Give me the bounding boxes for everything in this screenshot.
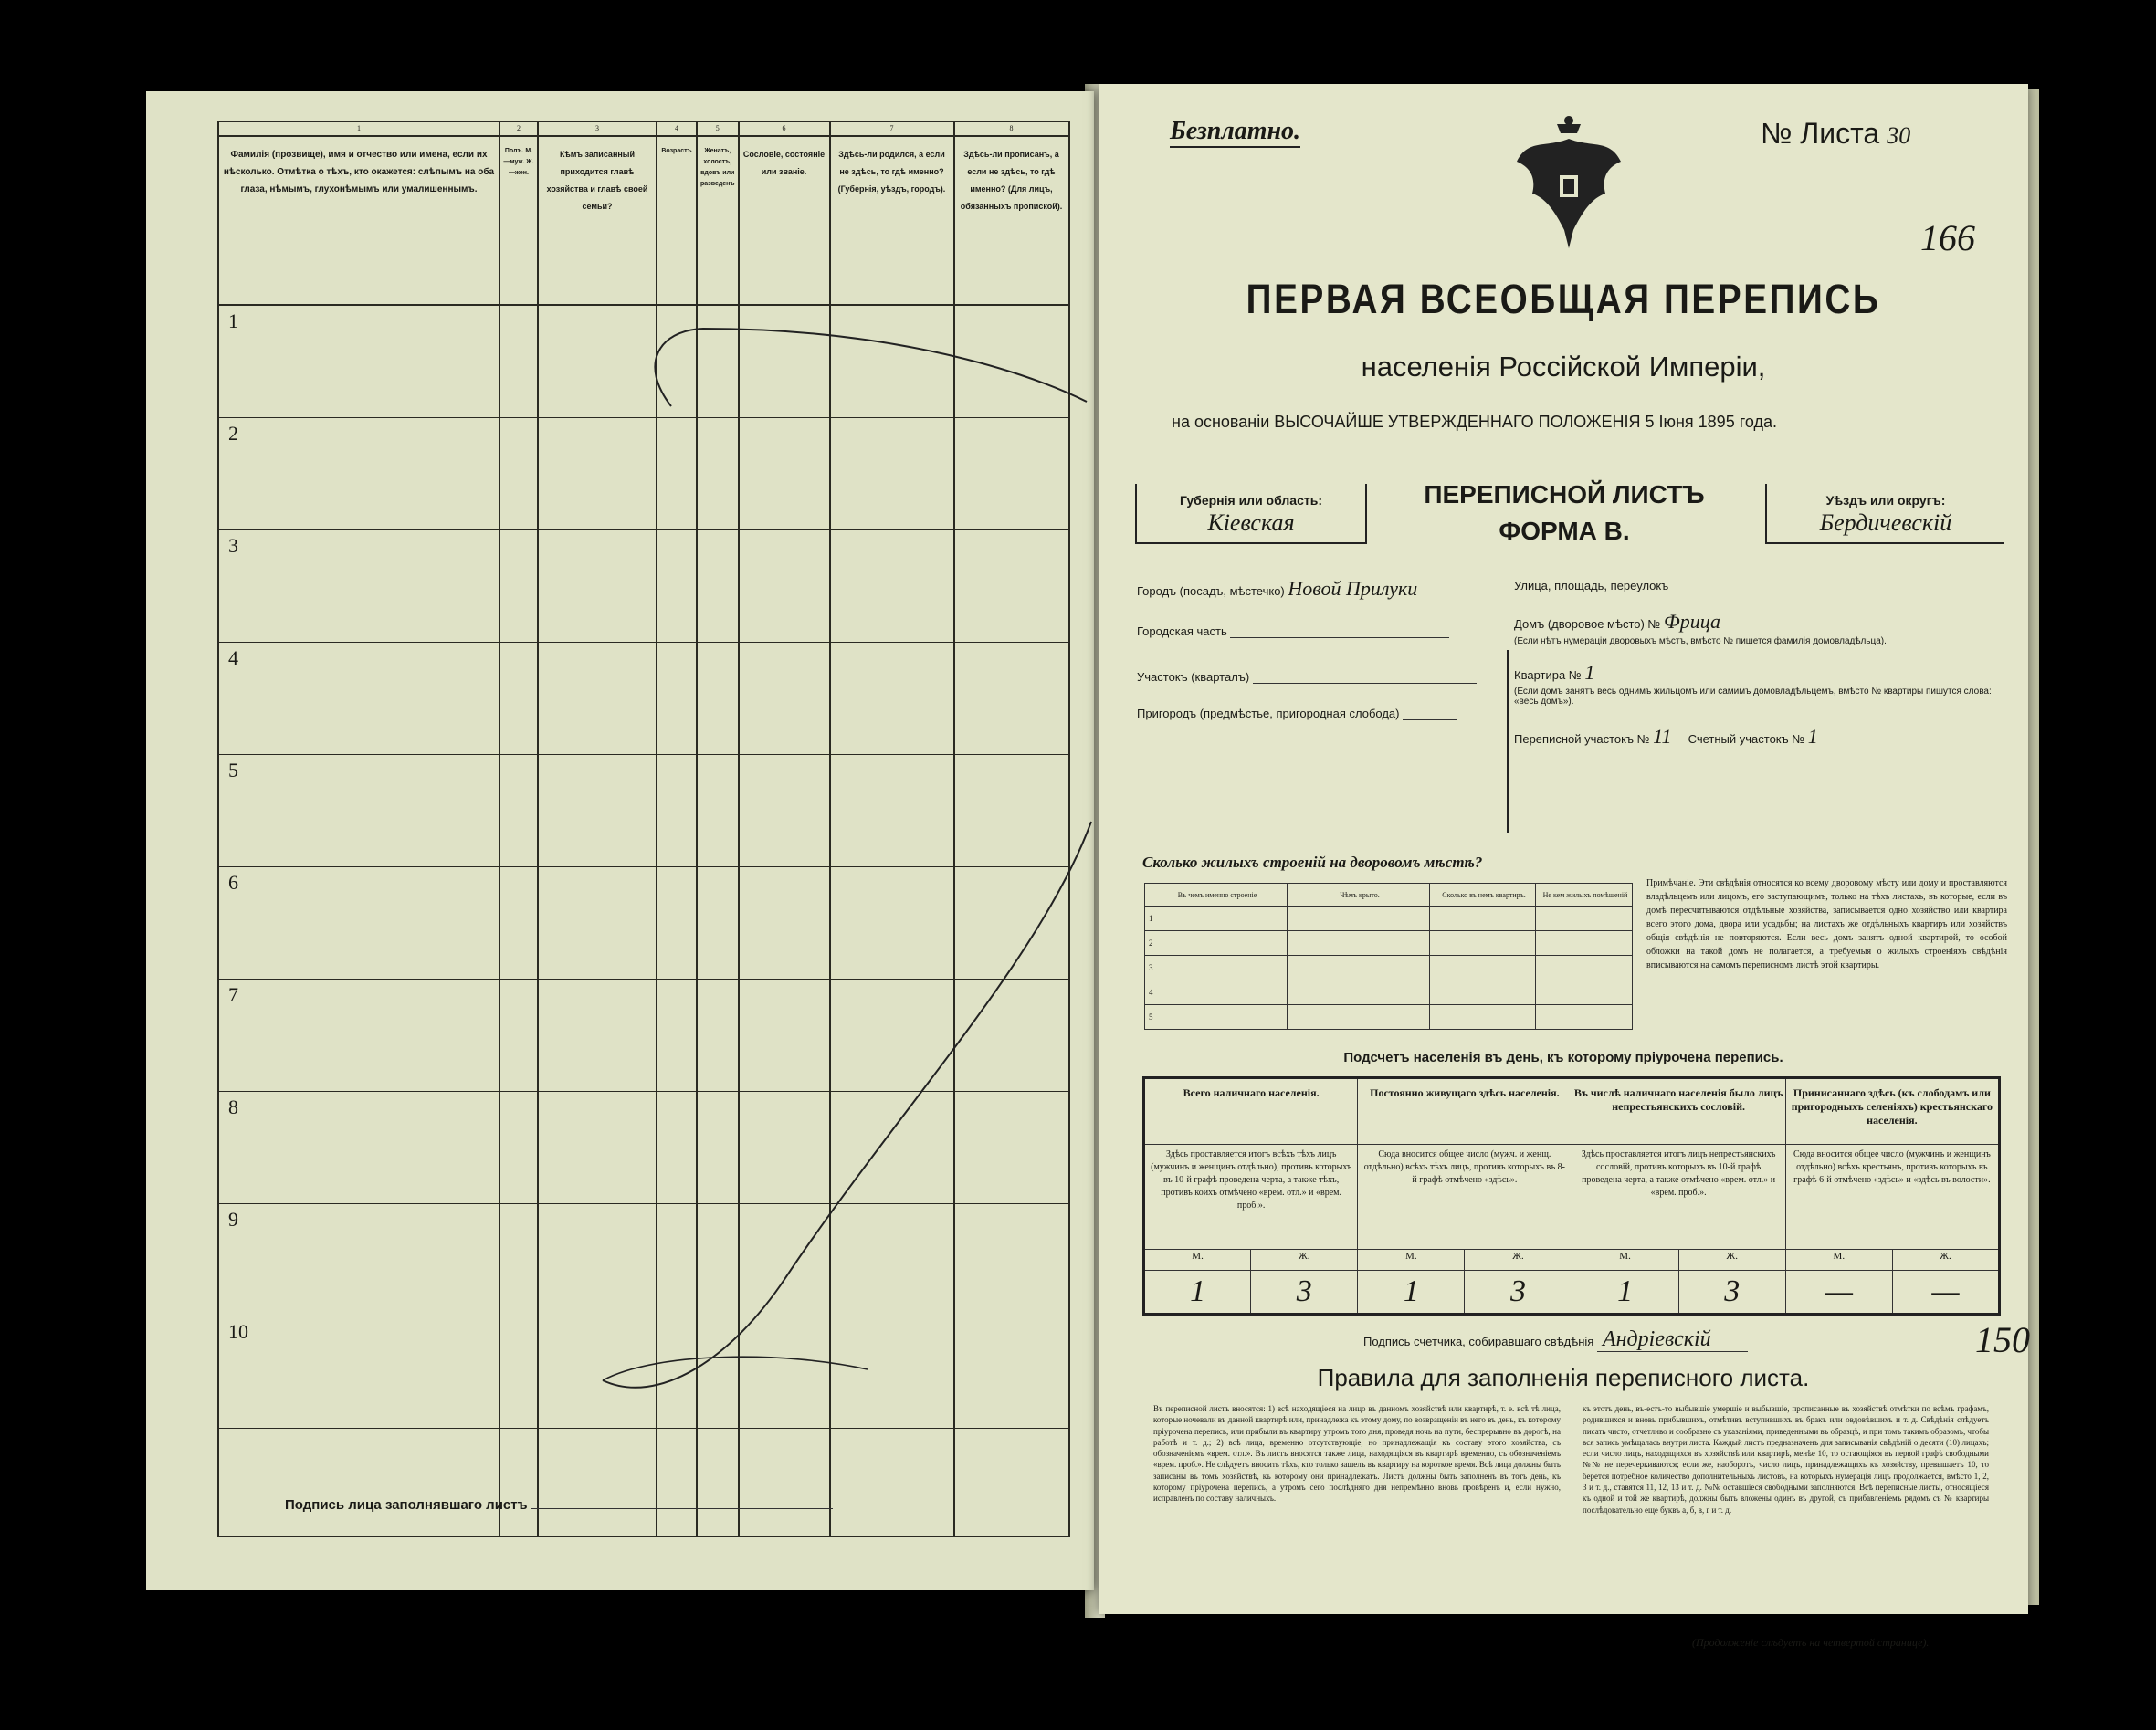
sheet-number-value: 30 <box>1887 122 1911 149</box>
buildings-row-num: 3 <box>1145 956 1288 980</box>
count-sub-m: М. <box>1785 1250 1892 1271</box>
buildings-question: Сколько жилыхъ строеній на дворовомъ мѣстѣ? <box>1142 854 1483 871</box>
count-note-1: Здѣсь проставляется итогъ всѣхъ тѣхъ лицъ (мужчинъ и женщинъ отдѣльно), противъ которыхъ въ 10-й графѣ проведена черта, а также тѣхъ, противъ коихъ отмѣчено «врем. отл.» и «врем. проб.». <box>1144 1145 1358 1250</box>
count-note-2: Сюда вносится общее число (мужч. и женщ. отдѣльно) всѣхъ тѣхъ лицъ, противъ которыхъ въ 8-й графѣ отмѣчено «здѣсь». <box>1358 1145 1572 1250</box>
buildings-header-4: Не кем жилыхъ помѣщеній <box>1536 884 1633 907</box>
count-value: 1 <box>1144 1271 1251 1315</box>
filler-signature-label: Подпись лица заполнявшаго листъ <box>285 1497 528 1513</box>
header-relation: Кѣмъ записанный приходится главѣ хозяйства и главѣ своей семьи? <box>538 136 657 305</box>
row-number: 8 <box>218 1092 500 1204</box>
count-heading: Подсчетъ населенія въ день, къ которому пріурочена перепись. <box>1343 1050 1783 1065</box>
row-number: 9 <box>218 1204 500 1316</box>
counter-signature-label: Подпись счетчика, собиравшаго свѣдѣнія <box>1363 1335 1594 1348</box>
pen-strike-line <box>146 91 1094 1590</box>
col-num-8: 8 <box>954 121 1069 136</box>
col-num-7: 7 <box>830 121 954 136</box>
row-number: 1 <box>218 305 500 418</box>
page-stack-edge <box>2028 89 2039 1605</box>
rules-text-col1: Въ переписной листъ вносятся: 1) всѣ находящіеся на лицо въ данномъ хозяйствѣ или квартирѣ, т. е. всѣ тѣ лица, которые ночевали въ данной квартирѣ или, принадлежа къ этому дому, по возвращеніи въ него въ день, къ которому пріурочена перепись, или прибыли въ квартиру утромъ того дня, проведя ночь на пути, беспрерывно въ дорогѣ, на работѣ и т. д.; 2) всѣ лица, временно отсутствующіе, но принадлежащія къ составу этого хозяйства, съ обозначеніемъ «врем. отл.». Въ листъ вносятся также лица, находящіяся въ квартирѣ временно, съ обозначеніемъ «врем. проб.». Не слѣдуетъ вносить тѣхъ, кто только зашелъ въ квартиру на короткое время. Всѣ лица должны быть записаны въ томъ хозяйствѣ, къ которому они принадлежатъ. Листъ должны быть заполненъ въ тотъ день, къ которому пріурочена перепись, а утромъ сего послѣдняго дня непремѣнно вновь провѣренъ и, если нужно, исправленъ по составу наличныхъ. <box>1153 1404 1561 1504</box>
suburb-label: Пригородъ (предмѣстье, пригородная слобода) <box>1137 707 1400 720</box>
buildings-row-num: 5 <box>1145 1005 1288 1030</box>
buildings-header-1: Въ чемъ именно строеніе <box>1145 884 1288 907</box>
col-num-1: 1 <box>218 121 500 136</box>
rules-title: Правила для заполненія переписного листа. <box>1317 1364 1810 1391</box>
count-value: 3 <box>1465 1271 1572 1315</box>
population-count-table <box>1142 1076 2001 1316</box>
census-area-value: 11 <box>1653 725 1672 748</box>
census-area-field <box>1514 725 1818 749</box>
province-box <box>1135 484 1367 544</box>
address-divider <box>1507 650 1509 833</box>
city-part-label: Городская часть <box>1137 624 1227 638</box>
counter-signature-value: Андріевскій <box>1597 1327 1748 1352</box>
house-field <box>1514 610 1720 634</box>
buildings-row-num: 4 <box>1145 980 1288 1005</box>
buildings-row-num: 2 <box>1145 931 1288 956</box>
suburb-field <box>1137 705 1457 720</box>
town-value: Новой Прилуки <box>1288 577 1418 600</box>
census-basis: на основаніи ВЫСОЧАЙШЕ УТВЕРЖДЕННАГО ПОЛОЖЕНІЯ 5 Іюня 1895 года. <box>1172 413 1778 431</box>
buildings-header-2: Чѣмъ крыто. <box>1288 884 1430 907</box>
apartment-label: Квартира № <box>1514 668 1582 682</box>
filler-signature-line <box>531 1508 833 1509</box>
buildings-header-3: Сколько въ немъ квартиръ. <box>1430 884 1536 907</box>
remark-text: Примѣчаніе. Эти свѣдѣнія относятся ко всему дворовому мѣсту или дому и проставляются владѣльцемъ или лицомъ, его заступающимъ, только на тѣхъ листахъ, въ которые, если въ домѣ пересчитываются отдѣльные хозяйства, записывается одно хозяйство или квартира всего этого дома, двора или усадьбы; на листахъ же отдѣльныхъ квартиръ или хозяйствъ общія свѣдѣнія не повторяются. Если весь домъ занятъ одной квартирой, то особой обложки на такой домъ не полагается, а требуемыя о жилыхъ строеніяхъ свѣдѣнія вписываются на самомъ переписномъ листѣ этой квартиры. <box>1646 878 2007 970</box>
census-area-label: Переписной участокъ № <box>1514 732 1650 746</box>
count-sub-f: Ж. <box>1465 1250 1572 1271</box>
right-page <box>1099 84 2030 1649</box>
province-value: Кіевская <box>1207 509 1295 536</box>
form-title-line2: ФОРМА В. <box>1499 517 1630 545</box>
count-value: 1 <box>1572 1271 1678 1315</box>
row-number: 10 <box>218 1316 500 1429</box>
count-group-3: Въ числѣ наличнаго населенія было лицъ непрестьянскихъ сословій. <box>1572 1078 1785 1145</box>
apartment-value: 1 <box>1584 661 1595 684</box>
district-label: Уѣздъ или округъ: <box>1825 493 1946 508</box>
census-subtitle: населенія Россійской Имперіи, <box>1361 351 1766 383</box>
col-num-3: 3 <box>538 121 657 136</box>
house-label: Домъ (дворовое мѣсто) № <box>1514 617 1661 631</box>
census-title: ПЕРВАЯ ВСЕОБЩАЯ ПЕРЕПИСЬ <box>1246 276 1881 322</box>
free-label: Безплатно. <box>1170 117 1300 148</box>
form-title <box>1363 477 1765 550</box>
handwritten-note-150: 150 <box>1975 1319 2030 1360</box>
town-field <box>1137 577 1417 601</box>
buildings-table <box>1144 883 1633 1030</box>
imperial-eagle-emblem <box>1509 111 1628 257</box>
province-label: Губернія или область: <box>1179 493 1323 508</box>
count-sub-f: Ж. <box>1251 1250 1358 1271</box>
district-box <box>1765 484 2004 544</box>
col-num-6: 6 <box>739 121 830 136</box>
header-age: Возрастъ <box>657 136 697 305</box>
house-value: Фрица <box>1664 610 1720 633</box>
count-note-3: Здѣсь проставляется итогъ лицъ непрестьянскихъ сословій, противъ которыхъ въ 10-й графѣ проведена черта, а также отмѣчено «врем. отл.» и «врем. проб.». <box>1572 1145 1785 1250</box>
count-group-4: Принисаннаго здѣсь (къ слободамъ или пригородныхъ селеніяхъ) крестьянскаго населенія. <box>1785 1078 1999 1145</box>
count-value: 3 <box>1251 1271 1358 1315</box>
count-value: 1 <box>1358 1271 1465 1315</box>
city-part-field <box>1137 623 1449 638</box>
buildings-row-num: 1 <box>1145 907 1288 931</box>
count-area-label: Счетный участокъ № <box>1688 732 1805 746</box>
apartment-note: (Если домъ занятъ весь однимъ жильцомъ или самимъ домовладѣльцемъ, вмѣсто № квартиры пишутся слова: «весь домъ»). <box>1514 687 1992 707</box>
count-sub-m: М. <box>1572 1250 1678 1271</box>
header-estate: Сословіе, состояніе или званіе. <box>739 136 830 305</box>
count-group-1: Всего наличнаго населенія. <box>1144 1078 1358 1145</box>
row-number: 3 <box>218 530 500 643</box>
section-label: Участокъ (кварталъ) <box>1137 670 1250 684</box>
street-label: Улица, площадь, переулокъ <box>1514 579 1669 592</box>
sheet-number <box>1761 117 1910 151</box>
header-registration: Здѣсь-ли прописанъ, а если не здѣсь, то гдѣ именно? (Для лицъ, обязанныхъ пропиской). <box>954 136 1069 305</box>
town-label: Городъ (посадъ, мѣстечко) <box>1137 584 1285 598</box>
count-sub-m: М. <box>1358 1250 1465 1271</box>
header-sex: Полъ. М.—муж. Ж.—жен. <box>500 136 538 305</box>
apartment-field <box>1514 661 1594 685</box>
filler-signature <box>285 1497 833 1513</box>
col-num-5: 5 <box>697 121 739 136</box>
left-page <box>146 91 1094 1590</box>
col-num-4: 4 <box>657 121 697 136</box>
row-number: 5 <box>218 755 500 867</box>
count-value: — <box>1785 1271 1892 1315</box>
col-num-2: 2 <box>500 121 538 136</box>
form-title-line1: ПЕРЕПИСНОЙ ЛИСТЪ <box>1424 480 1705 509</box>
row-number: 2 <box>218 418 500 530</box>
count-note-4: Сюда вносится общее число (мужчинъ и женщинъ отдѣльно) всѣхъ крестьянъ, противъ которыхъ въ графѣ 6-й отмѣчено «здѣсь» и «здѣсь въ волости». <box>1785 1145 1999 1250</box>
house-note: (Если нѣтъ нумераціи дворовыхъ мѣстъ, вмѣсто № пишется фамилія домовладѣльца). <box>1514 636 1887 646</box>
count-value: 3 <box>1678 1271 1785 1315</box>
continued-note: (Продолженіе слѣдуетъ на четвертой странице). <box>1692 1636 1930 1649</box>
rules-text-col2: къ этотъ день, въ-естъ-то выбывшіе умершіе и выбывшіе, прописанные въ хозяйствѣ отмѣтки по всѣмъ графамъ, родившихся и вновь прибывшихъ, отмѣтивъ вступившихъ въ бракъ или овдовѣвшихъ и т. д. Свѣдѣнія слѣдуетъ писать чисто, отчетливо и сообразно съ указаніями, приведенными въ образцѣ, и при томъ такимъ образомъ, чтобы вся запись умѣщалась внутри листа. Каждый листъ предназначенъ для записыванія свѣдѣній о десяти (10) лицахъ; если число лицъ, находящихся въ хозяйствѣ или квартирѣ, менѣе 10, то остающіяся въ первой графѣ свободными №№ не перечеркиваются; если же, наоборотъ, число лицъ, принадлежащихъ къ хозяйству, превышаетъ 10, то берется потребное количество дополнительныхъ листовъ, на которыхъ нумерація лицъ продолжается, вмѣсто 1, 2, 3 и т. д., ставятся 11, 12, 13 и т. д. №№ оставшіеся свободными заполняются. Всѣ переписные листы, относящіеся къ одной и той же квартирѣ, должны быть вложены одинъ въ другой, съ прибавленіемъ рядомъ съ № квартиры послѣдовательно еще буквъ а, б, в, г и т. д. <box>1583 1404 1989 1515</box>
row-number: 4 <box>218 643 500 755</box>
header-name: Фамилія (прозвище), имя и отчество или имена, если их нѣсколько. Отмѣтка о тѣхъ, кто окажется: слѣпымъ на оба глаза, нѣмымъ, глухонѣмымъ или умалишеннымъ. <box>218 136 500 305</box>
district-value: Бердичевскій <box>1819 509 1952 536</box>
sheet-number-label: № Листа <box>1761 117 1880 150</box>
row-number: 6 <box>218 867 500 980</box>
row-number: 7 <box>218 980 500 1092</box>
street-field <box>1514 577 1937 592</box>
header-marital: Женатъ, холостъ, вдовъ или разведенъ <box>697 136 739 305</box>
count-sub-f: Ж. <box>1892 1250 1999 1271</box>
section-field <box>1137 668 1477 684</box>
count-sub-f: Ж. <box>1678 1250 1785 1271</box>
count-sub-m: М. <box>1144 1250 1251 1271</box>
count-area-value: 1 <box>1807 725 1818 748</box>
header-birthplace: Здѣсь-ли родился, а если не здѣсь, то гдѣ именно? (Губернія, уѣздъ, городъ). <box>830 136 954 305</box>
handwritten-note-166: 166 <box>1920 217 1975 258</box>
count-value: — <box>1892 1271 1999 1315</box>
count-group-2: Постоянно живущаго здѣсь населенія. <box>1358 1078 1572 1145</box>
counter-signature <box>1363 1327 1748 1352</box>
